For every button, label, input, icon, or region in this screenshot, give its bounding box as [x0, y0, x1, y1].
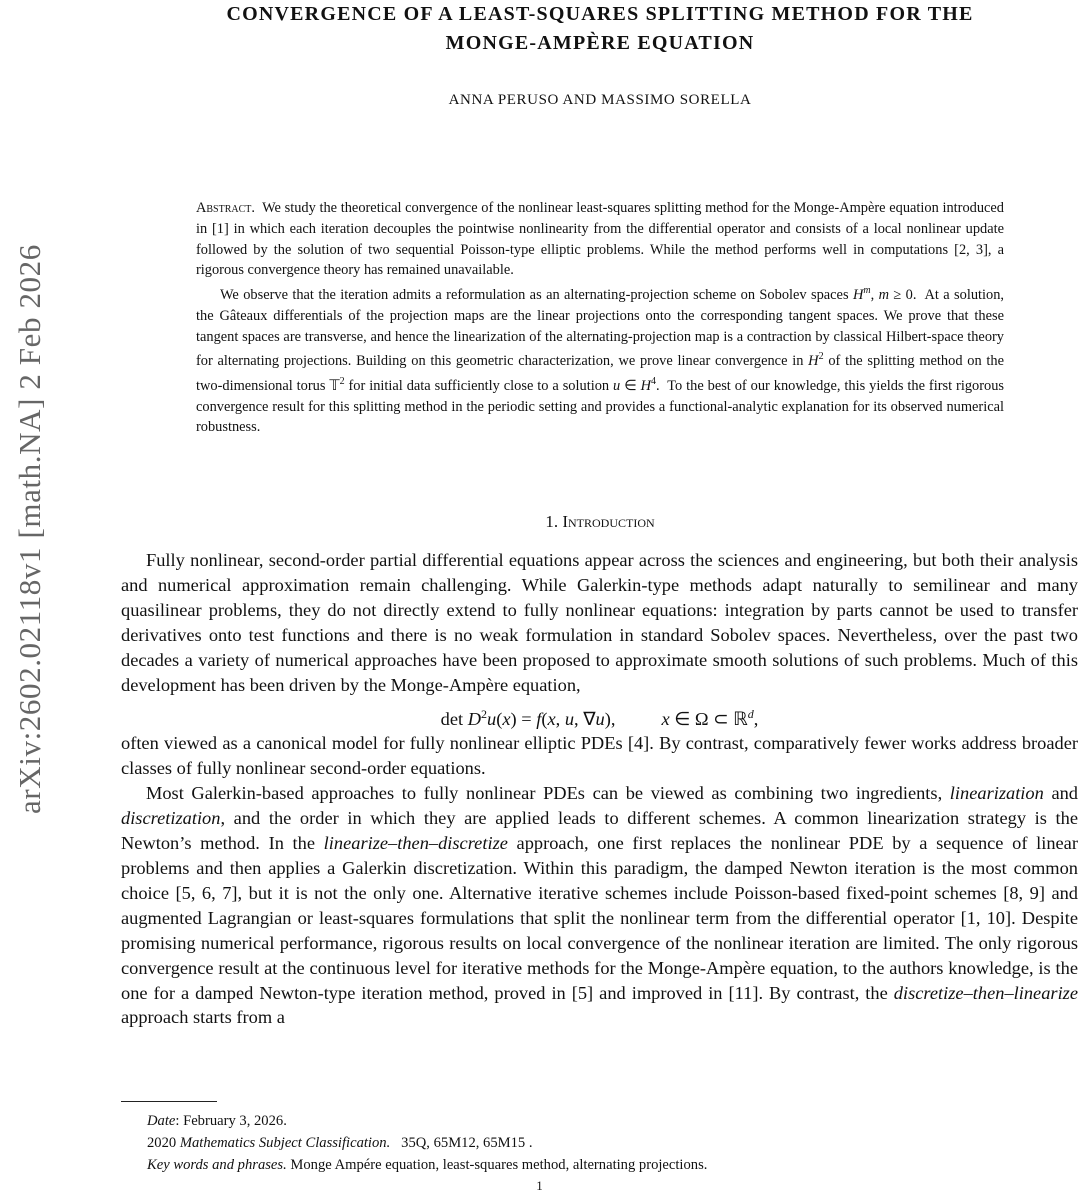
footnote-rule: [121, 1101, 217, 1102]
msc-year: 2020: [147, 1135, 177, 1151]
term-linearization: linearization: [949, 783, 1044, 804]
abstract-text-2c: of the splitting method on the two-dimensional torus: [196, 353, 1004, 394]
intro-text-2d: approach starts from a: [121, 1007, 285, 1028]
term-linearize-then-discretize: linearize–then–discretize: [323, 833, 508, 854]
title-line-2: MONGE-AMPÈRE EQUATION: [445, 32, 755, 54]
date-value: : February 3, 2026.: [175, 1113, 287, 1129]
keywords-label: Key words and phrases.: [147, 1157, 287, 1173]
abstract-paragraph-2: We observe that the iteration admits a reformulation as an alternating-projection scheme on Sobolev spaces $H^m$, m ≥ 0. At a solution, the Gâteaux differentials of the projection maps are the linear projections onto the corresponding tangent spaces. We prove that these tangent spaces are transverse, and hence the linearization of the alternating-projection map is a contraction by classical Hilbert-space theory for alternating projections. Building on this geometric characterization, we prove linear convergence in $H^2$ of the splitting method on the two-dimensional torus 𝕋$^2$ for initial data sufficiently close to a solution u ∈ $H^4$. To the best of our knowledge, this yields the first rigorous convergence result for this splitting method in the periodic setting and provides a functional-analytic explanation for its observed numerical robustness.: [196, 285, 1005, 436]
title-line-1: CONVERGENCE OF A LEAST-SQUARES SPLITTING METHOD FOR THE: [226, 3, 974, 25]
footnote-msc: [121, 1132, 1078, 1154]
introduction-body: [121, 548, 1078, 1030]
term-discretize-then-linearize: discretize–then–linearize: [893, 982, 1078, 1003]
abstract-text-2b: At a solution, the Gâteaux differentials of the projection maps are the linear projections onto the corresponding tangent spaces. We prove that these tangent spaces are transverse, and hence the linearization of the alternating-projection map is a contraction by classical Hilbert-space theory for alternating projections. Building on this geometric characterization, we prove linear convergence in: [196, 286, 1005, 370]
intro-paragraph-1b: often viewed as a canonical model for fully nonlinear elliptic PDEs [4]. By contrast, comparatively fewer works address broader classes of fully nonlinear second-order equations.: [121, 733, 1078, 779]
section-number: 1.: [545, 512, 559, 531]
abstract-text-1: We study the theoretical convergence of the nonlinear least-squares splitting method for the Monge-Ampère equation introduced in [1] in which each iteration decouples the pointwise nonlinearity from the differential operator and consists of a local nonlinear update followed by the solution of two sequential Poisson-type elliptic problems. While the method performs well in computations [2, 3], a rigorous convergence theory has remained unavailable.: [196, 200, 1005, 279]
intro-text-2c: approach, one first replaces the nonlinear PDE by a sequence of linear problems and then applies a Galerkin discretization. Within this paradigm, the damped Newton iteration is the most common choice [5, 6, 7], but it is not the only one. Alternative iterative schemes include Poisson-based fixed-point schemes [8, 9] and augmented Lagrangian or least-squares formulations that split the nonlinear term from the differential operator [1, 10]. Despite promising numerical performance, rigorous results on local convergence of the nonlinear iteration are limited. The only rigorous convergence result at the continuous level for iterative methods for the Monge-Ampère equation, to the authors knowledge, is the one for a damped Newton-type iteration method, proved in [5] and improved in [11]. By contrast, the: [121, 833, 1078, 1003]
authors: ANNA PERUSO AND MASSIMO SORELLA: [448, 92, 752, 108]
abstract-text-2a: We observe that the iteration admits a reformulation as an alternating-projection scheme on Sobolev spaces: [220, 286, 849, 303]
msc-label: Mathematics Subject Classification.: [179, 1135, 391, 1151]
date-label: Date: [147, 1113, 176, 1129]
footnote-keywords: [121, 1154, 1078, 1176]
intro-paragraph-2: [121, 781, 1078, 1030]
intro-text-2a: Most Galerkin-based approaches to fully nonlinear PDEs can be viewed as combining two ingredients,: [146, 783, 943, 804]
arxiv-identifier: arXiv:2602.02118v1 [math.NA] 2 Feb 2026: [12, 244, 47, 814]
keywords-value: Monge Ampére equation, least-squares method, alternating projections.: [290, 1157, 708, 1173]
abstract-label: Abstract.: [196, 200, 255, 216]
monge-ampere-equation: $\det D^2u(x) = f(x$, u, ∇u), x ∈ Ω ⊂ ℝ$^d$,: [440, 707, 759, 730]
intro-text-2b: , and the order in which they are applied leads to different schemes. A common linearization strategy is the Newton’s method. In the: [121, 808, 1078, 854]
paper-title: [120, 0, 1079, 58]
msc-value: 35Q, 65M12, 65M15 .: [401, 1135, 533, 1151]
footnotes: [121, 1110, 1078, 1176]
section-title: Introduction: [562, 512, 655, 531]
abstract-paragraph-1: [196, 198, 1004, 281]
section-heading: [120, 512, 1079, 532]
abstract-text-2d: for initial data sufficiently close to a solution: [348, 377, 610, 394]
abstract-text-2e: To the best of our knowledge, this yields the first rigorous convergence result for this splitting method in the periodic setting and provides a functional-analytic explanation for its observed numerical robustness.: [196, 377, 1004, 436]
page-number: 1: [536, 1178, 543, 1193]
abstract: [196, 198, 1004, 438]
intro-and: and: [1051, 783, 1078, 804]
intro-paragraph-1: Fully nonlinear, second-order partial differential equations appear across the sciences and engineering, but both their analysis and numerical approximation remain challenging. While Galerkin-type methods adapt naturally to semilinear and many quasilinear problems, they do not directly extend to fully nonlinear equations: integration by parts cannot be used to transfer derivatives onto test functions and there is no weak formulation in standard Sobolev spaces. Nevertheless, over the past two decades a variety of numerical approaches have been proposed to approximate smooth solutions of such problems. Much of this development has been driven by the Monge-Ampère equation,: [121, 550, 1078, 695]
term-discretization: discretization: [121, 808, 221, 829]
footnote-date: [121, 1110, 1078, 1132]
